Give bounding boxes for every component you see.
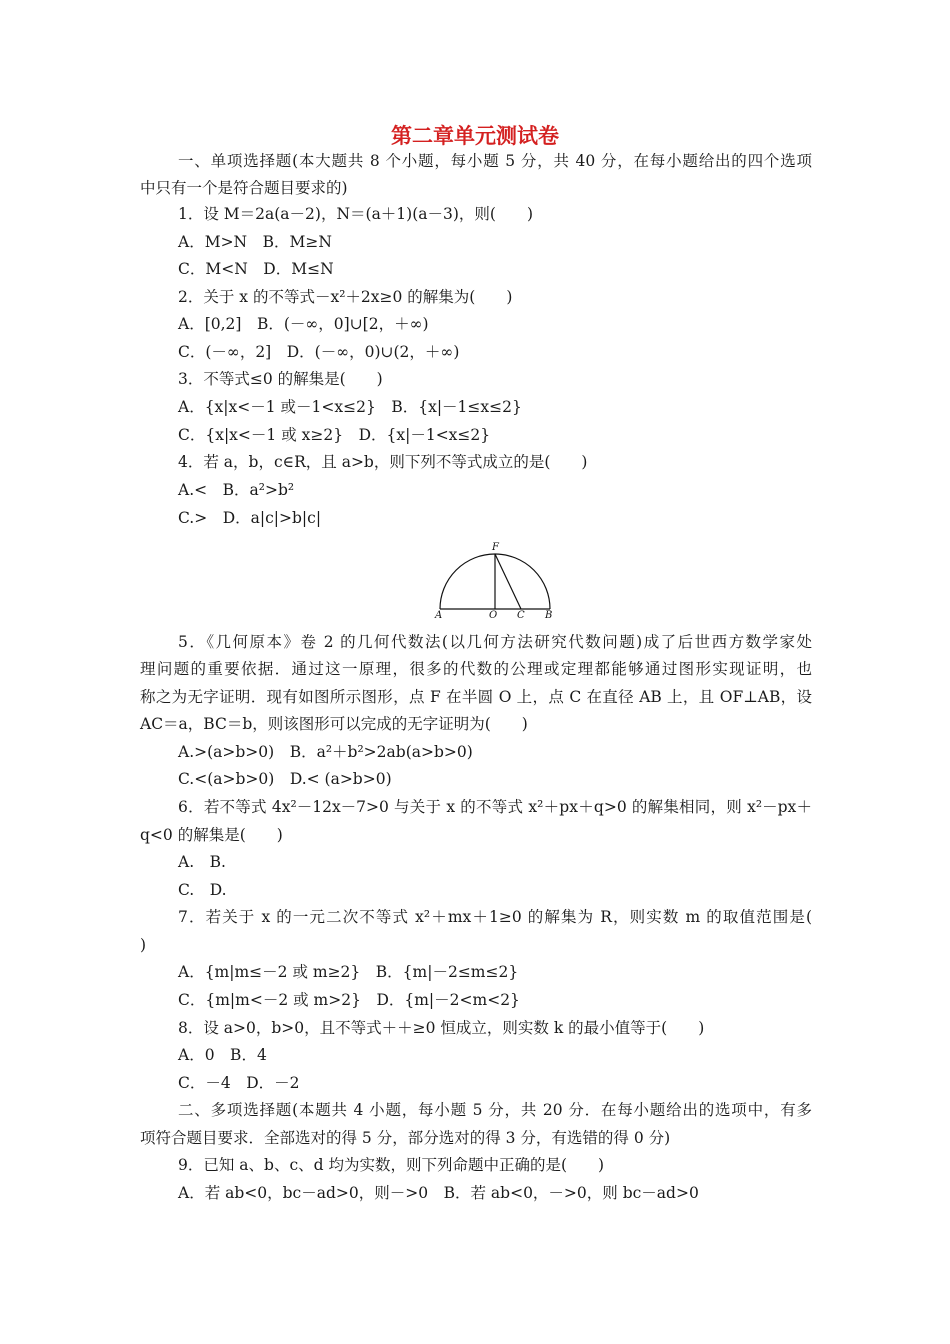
section-2-heading-cont: 项符合题目要求．全部选对的得 5 分，部分选对的得 3 分，有选错的得 0 分) xyxy=(140,1129,671,1147)
question-1: 1．设 M＝2a(a－2)，N＝(a＋1)(a－3)，则( ) xyxy=(178,205,534,223)
question-5-line-3: 称之为无字证明．现有如图所示图形，点 F 在半圆 O 上，点 C 在直径 AB 上，且 OF⊥AB，设 xyxy=(140,688,812,706)
point-a-label: A xyxy=(435,610,443,620)
question-3-options-ab: A．{x|x<－1 或－1<x≤2} B．{x|－1≤x≤2} xyxy=(178,398,522,416)
question-7-line-1: 7．若关于 x 的一元二次不等式 x²＋mx＋1≥0 的解集为 R，则实数 m 的取值范围是( xyxy=(178,908,812,926)
question-6-line-1: 6．若不等式 4x²－12x－7>0 与关于 x 的不等式 x²＋px＋q>0 的解集相同，则 x²－px＋ xyxy=(178,798,812,816)
question-8-options-ab: A．0 B．4 xyxy=(178,1046,267,1064)
page-title: 第二章单元测试卷 xyxy=(391,123,559,148)
question-2-options-cd: C．(－∞，2] D．(－∞，0)∪(2，＋∞) xyxy=(178,343,460,361)
question-2: 2．关于 x 的不等式－x²＋2x≥0 的解集为( ) xyxy=(178,288,513,306)
question-1-options-ab: A．M>N B．M≥N xyxy=(178,233,332,251)
question-5-options-ab: A.>(a>b>0) B．a²＋b²>2ab(a>b>0) xyxy=(178,743,473,761)
question-5-line-2: 理问题的重要依据．通过这一原理，很多的代数的公理或定理都能够通过图形实现证明，也 xyxy=(140,660,812,678)
point-b-label: B xyxy=(545,610,553,620)
section-1-heading-cont: 中只有一个是符合题目要求的) xyxy=(140,179,348,197)
point-f-label: F xyxy=(492,542,499,553)
question-8: 8．设 a>0，b>0，且不等式＋＋≥0 恒成立，则实数 k 的最小值等于( ) xyxy=(178,1019,705,1037)
question-7-line-2: ) xyxy=(140,936,147,954)
semicircle-figure xyxy=(430,540,560,620)
section-2-heading: 二、多项选择题(本题共 4 小题，每小题 5 分，共 20 分．在每小题给出的选项中，有多 xyxy=(178,1101,812,1119)
question-5-line-1: 5．《几何原本》卷 2 的几何代数法(以几何方法研究代数问题)成了后世西方数学家处 xyxy=(178,633,812,651)
question-4-options-ab: A.< B．a²>b² xyxy=(178,481,295,499)
question-6-options-ab: A. B. xyxy=(178,853,226,871)
question-2-options-ab: A．[0,2] B．(－∞，0]∪[2，＋∞) xyxy=(178,315,429,333)
section-1-heading: 一、单项选择题(本大题共 8 个小题，每小题 5 分，共 40 分，在每小题给出的四个选项 xyxy=(178,152,812,170)
question-4-options-cd: C.> D．a|c|>b|c| xyxy=(178,509,322,527)
point-c-label: C xyxy=(517,610,525,620)
point-o-label: O xyxy=(489,610,498,620)
question-7-options-ab: A．{m|m≤－2 或 m≥2} B．{m|－2≤m≤2} xyxy=(178,963,519,981)
question-4: 4．若 a，b，c∈R，且 a>b，则下列不等式成立的是( ) xyxy=(178,453,588,471)
question-5-line-4: AC＝a，BC＝b，则该图形可以完成的无字证明为( ) xyxy=(140,715,528,733)
question-6-options-cd: C. D. xyxy=(178,881,227,899)
question-9-options-ab: A．若 ab<0，bc－ad>0，则－>0 B．若 ab<0，－>0，则 bc－ad>0 xyxy=(178,1184,699,1202)
question-8-options-cd: C．－4 D．－2 xyxy=(178,1074,300,1092)
question-3-options-cd: C．{x|x<－1 或 x≥2} D．{x|－1<x≤2} xyxy=(178,426,491,444)
question-7-options-cd: C．{m|m<－2 或 m>2} D．{m|－2<m<2} xyxy=(178,991,520,1009)
question-5-options-cd: C.<(a>b>0) D.< (a>b>0) xyxy=(178,770,392,788)
question-3: 3．不等式≤0 的解集是( ) xyxy=(178,370,383,388)
question-9: 9．已知 a、b、c、d 均为实数，则下列命题中正确的是( ) xyxy=(178,1156,605,1174)
question-1-options-cd: C．M<N D．M≤N xyxy=(178,260,334,278)
question-6-line-2: q<0 的解集是( ) xyxy=(140,826,283,844)
